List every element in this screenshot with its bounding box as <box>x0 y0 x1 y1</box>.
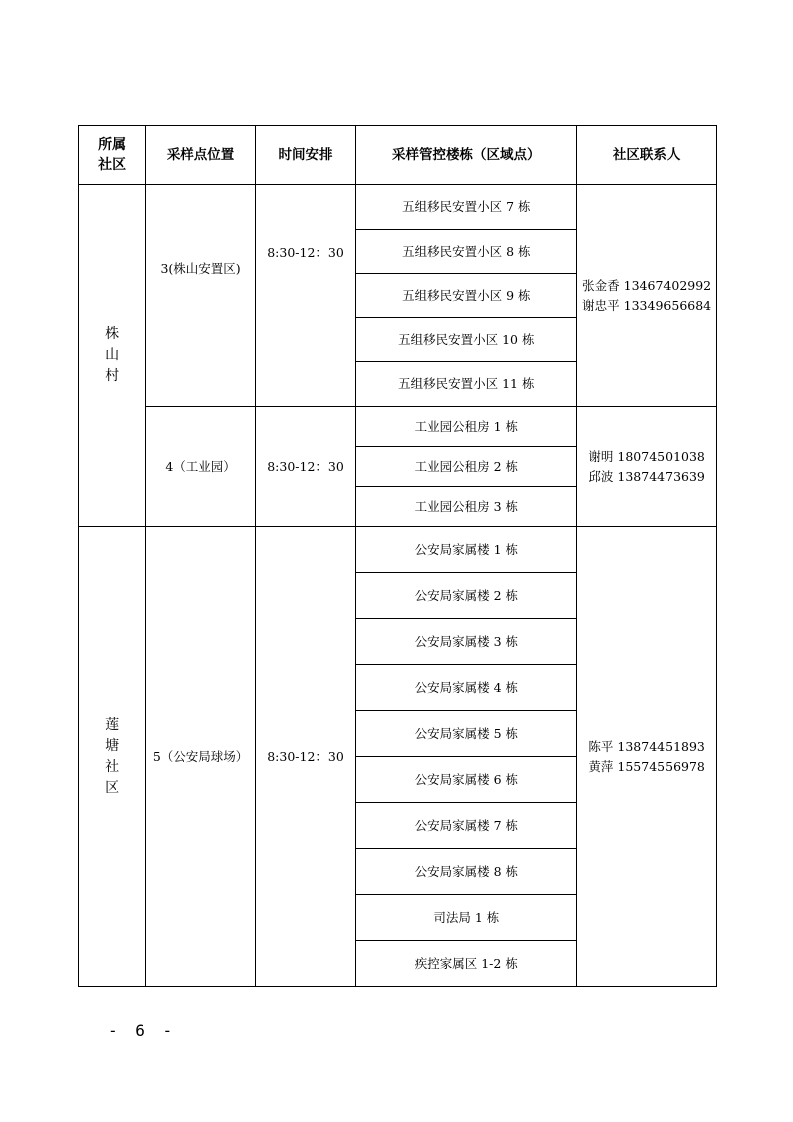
building-cell: 公安局家属楼 6 栋 <box>356 757 577 803</box>
building-cell: 五组移民安置小区 8 栋 <box>356 230 577 274</box>
header-location: 采样点位置 <box>146 126 256 185</box>
table-row <box>79 407 717 447</box>
building-cell: 公安局家属楼 5 栋 <box>356 711 577 757</box>
table-header-row <box>79 126 717 185</box>
time-cell: 8:30-12：30 <box>255 527 355 987</box>
header-buildings: 采样管控楼栋（区域点） <box>356 126 577 185</box>
building-cell: 工业园公租房 1 栋 <box>356 407 577 447</box>
header-time: 时间安排 <box>255 126 355 185</box>
contact-line: 张金香 13467402992 <box>582 277 712 293</box>
location-cell: 4（工业园） <box>146 407 256 527</box>
building-cell: 五组移民安置小区 7 栋 <box>356 185 577 230</box>
sampling-schedule-table <box>78 125 717 987</box>
contact-line: 陈平 13874451893 <box>588 738 705 754</box>
building-cell: 司法局 1 栋 <box>356 895 577 941</box>
building-cell: 五组移民安置小区 11 栋 <box>356 362 577 407</box>
contact-line: 谢忠平 13349656684 <box>582 297 712 313</box>
time-cell: 8:30-12：30 <box>255 185 355 407</box>
building-cell: 公安局家属楼 8 栋 <box>356 849 577 895</box>
contact-line: 谢明 18074501038 <box>588 448 705 464</box>
location-cell: 3(株山安置区) <box>146 185 256 407</box>
building-cell: 公安局家属楼 2 栋 <box>356 573 577 619</box>
building-cell: 五组移民安置小区 9 栋 <box>356 274 577 318</box>
building-cell: 公安局家属楼 4 栋 <box>356 665 577 711</box>
community-cell: 莲塘社区 <box>79 527 146 987</box>
contact-cell <box>577 185 717 407</box>
building-cell: 五组移民安置小区 10 栋 <box>356 318 577 362</box>
location-cell: 5（公安局球场） <box>146 527 256 987</box>
building-cell: 公安局家属楼 1 栋 <box>356 527 577 573</box>
building-cell: 工业园公租房 3 栋 <box>356 487 577 527</box>
page-number: - 6 - <box>108 1021 177 1040</box>
contact-line: 黄萍 15574556978 <box>588 758 705 774</box>
community-cell: 株山村 <box>79 185 146 527</box>
building-cell: 公安局家属楼 3 栋 <box>356 619 577 665</box>
contact-cell <box>577 407 717 527</box>
building-cell: 公安局家属楼 7 栋 <box>356 803 577 849</box>
table-row <box>79 185 717 230</box>
building-cell: 疾控家属区 1-2 栋 <box>356 941 577 987</box>
contact-line: 邱波 13874473639 <box>588 468 705 484</box>
building-cell: 工业园公租房 2 栋 <box>356 447 577 487</box>
header-contact: 社区联系人 <box>577 126 717 185</box>
table-row <box>79 527 717 573</box>
header-community: 所属社区 <box>79 126 146 185</box>
time-cell: 8:30-12：30 <box>255 407 355 527</box>
contact-cell <box>577 527 717 987</box>
